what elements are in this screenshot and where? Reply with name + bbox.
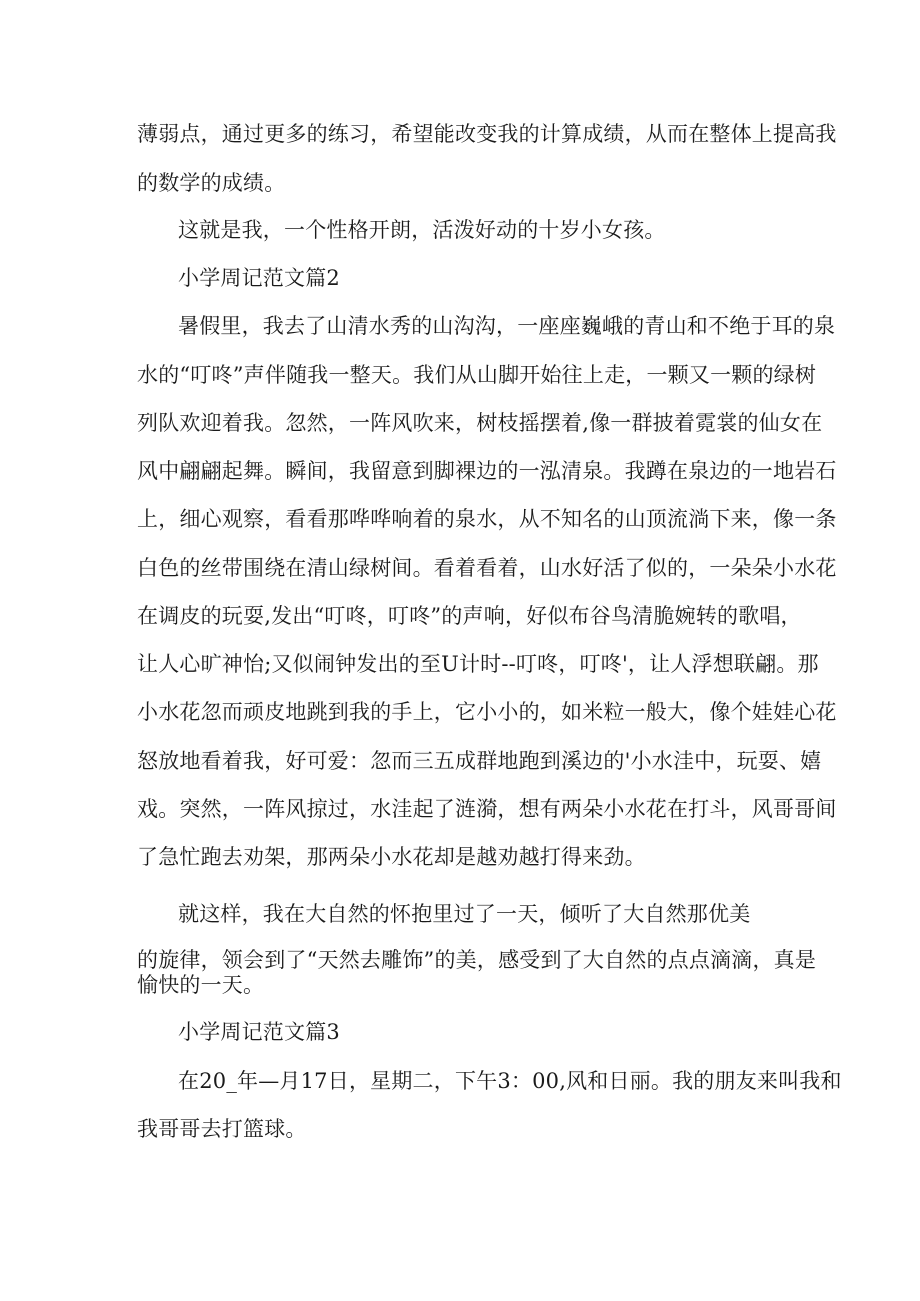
- paragraph-line: 上，细心观察，看看那哗哗响着的泉水，从不知名的山顶流淌下来，像一条: [137, 507, 837, 531]
- paragraph-line: 的数学的成绩。: [137, 171, 286, 195]
- section-heading-2: 小学周记范文篇2: [178, 266, 340, 290]
- paragraph-line: 的旋律，领会到了“天然去雕饰”的美，感受到了大自然的点点滴滴，真是: [137, 948, 817, 972]
- paragraph-line: 在调皮的玩耍,发出“叮咚，叮咚”的声响，好似布谷鸟清脆婉转的歌唱，: [137, 604, 802, 628]
- paragraph-line: 水的“叮咚”声伴随我一整天。我们从山脚开始往上走，一颗又一颗的绿树: [137, 363, 817, 387]
- paragraph-line: 在20_年—月17日，星期二，下午3：00,风和日丽。我的朋友来叫我和: [178, 1069, 842, 1093]
- paragraph-line: 我哥哥去打篮球。: [137, 1117, 307, 1141]
- paragraph-line: 了急忙跑去劝架，那两朵小水花却是越劝越打得来劲。: [137, 845, 646, 869]
- paragraph-line: 让人心旷神怡;又似闹钟发出的至U计时--叮咚，叮咚'，让人浮想联翩。那: [137, 652, 819, 676]
- paragraph-line: 白色的丝带围绕在清山绿树间。看着看着，山水好活了似的，一朵朵小水花: [137, 556, 837, 580]
- paragraph-line: 戏。突然，一阵风掠过，水洼起了涟漪，想有两朵小水花在打斗，风哥哥间: [137, 797, 837, 821]
- paragraph-line: 列队欢迎着我。忽然，一阵风吹来，树枝摇摆着,像一群披着霓裳的仙女在: [137, 411, 823, 435]
- paragraph-line: 愉快的一天。: [137, 973, 265, 997]
- paragraph-line: 这就是我，一个性格开朗，活泼好动的十岁小女孩。: [178, 218, 666, 242]
- paragraph-line: 就这样，我在大自然的怀抱里过了一天，倾听了大自然那优美: [178, 902, 751, 926]
- paragraph-line: 薄弱点，通过更多的练习，希望能改变我的计算成绩，从而在整体上提高我: [137, 122, 837, 146]
- paragraph-line: 暑假里，我去了山清水秀的山沟沟，一座座巍峨的青山和不绝于耳的泉: [178, 314, 836, 338]
- paragraph-line: 风中翩翩起舞。瞬间，我留意到脚裸边的一泓清泉。我蹲在泉边的一地岩石: [137, 459, 837, 483]
- paragraph-line: 小水花忽而顽皮地跳到我的手上，它小小的，如米粒一般大，像个娃娃心花: [137, 700, 837, 724]
- paragraph-line: 怒放地看着我，好可爱：忽而三五成群地跑到溪边的'小水洼中，玩耍、嬉: [137, 749, 822, 773]
- section-heading-3: 小学周记范文篇3: [178, 1020, 340, 1044]
